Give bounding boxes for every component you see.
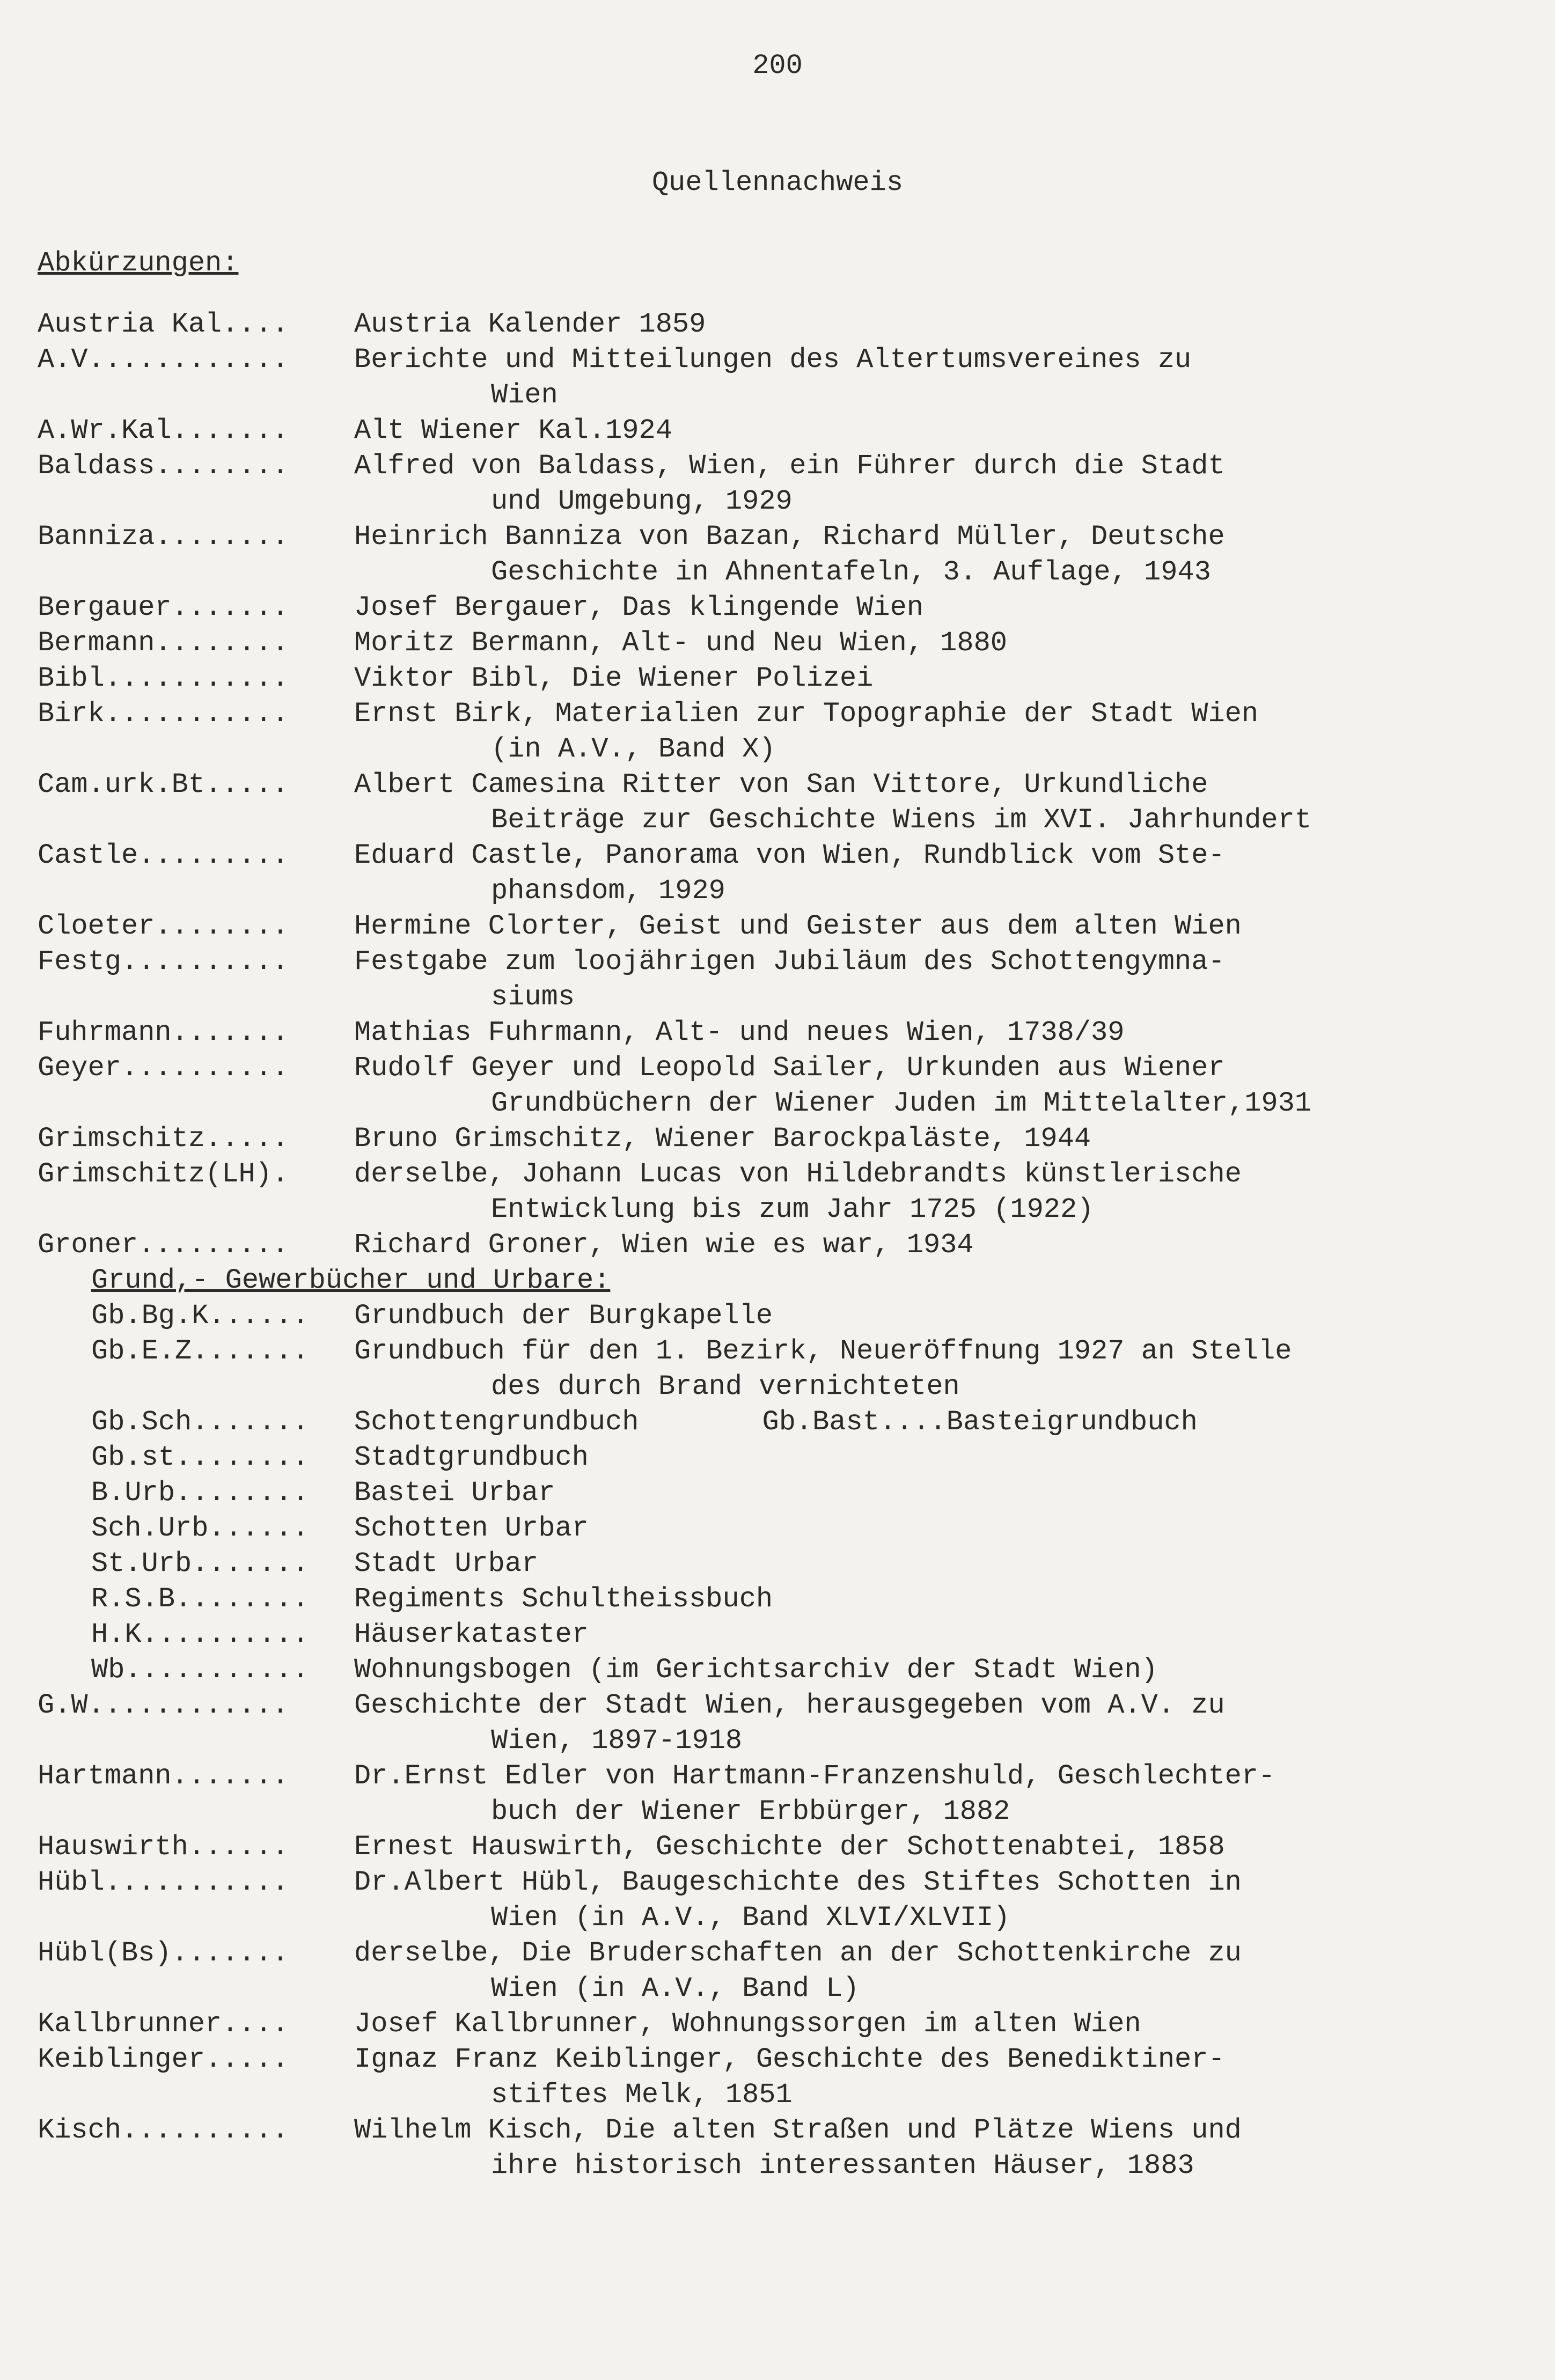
abbreviation-source [354,1334,1513,1405]
abbreviation-source [354,626,1513,661]
abbreviation-key: Castle......... [38,840,289,871]
abbreviation-entry [0,519,1555,590]
source-line: Austria Kalender 1859 [354,308,706,340]
abbreviation-key: Bermann........ [38,627,289,659]
abbreviation-source [354,1051,1513,1121]
abbreviation-source [354,1228,1513,1263]
abbreviation-key: Gb.st........ [91,1442,309,1473]
source-line: Eduard Castle, Panorama von Wien, Rundblick vom Ste- [354,840,1225,871]
abbreviation-entry [0,1759,1555,1830]
source-line: Stadt Urbar [354,1548,539,1580]
source-line: Geschichte der Stadt Wien, herausgegeben vom A.V. zu [354,1689,1225,1721]
abbreviation-source [354,1617,1513,1652]
abbreviation-entry [0,1157,1555,1228]
source-line: Wien (in A.V., Band XLVI/XLVII) [491,1902,1010,1934]
abbreviation-key: Bibl........... [38,663,289,694]
abbreviation-key: A.Wr.Kal....... [38,415,289,446]
abbreviation-source [354,1511,1513,1546]
abbreviation-entry [0,1015,1555,1051]
abbreviation-entry [0,838,1555,909]
abbreviation-source [354,944,1513,1015]
source-line: Josef Bergauer, Das klingende Wien [354,592,923,623]
abbreviation-key: Kisch.......... [38,2114,289,2146]
source-line: Heinrich Banniza von Bazan, Richard Müller, Deutsche [354,521,1225,553]
abbreviation-key: Fuhrmann....... [38,1017,289,1048]
abbreviation-key: Geyer.......... [38,1052,289,1084]
abbreviation-entry [0,1298,1555,1334]
abbreviation-entry [0,449,1555,519]
abbreviation-source [354,2007,1513,2042]
abbreviation-source [354,1157,1513,1228]
abbreviation-source [354,661,1513,696]
abbreviation-entry [0,1475,1555,1511]
abbreviation-source [354,2042,1513,2113]
source-line: Grundbuch für den 1. Bezirk, Neueröffnung 1927 an Stelle [354,1335,1292,1367]
source-line: Geschichte in Ahnentafeln, 3. Auflage, 1943 [491,556,1211,588]
abbreviation-key: Cam.urk.Bt..... [38,769,289,800]
abbreviation-source [354,342,1513,413]
abbreviation-source [354,449,1513,519]
abbreviation-source [354,1582,1513,1617]
abbreviation-source [354,1475,1513,1511]
abbreviation-source [354,1865,1513,1936]
abbreviation-entry [0,590,1555,626]
source-line: des durch Brand vernichteten [491,1371,960,1402]
source-line: Ernest Hauswirth, Geschichte der Schottenabtei, 1858 [354,1831,1225,1863]
source-line: Rudolf Geyer und Leopold Sailer, Urkunden aus Wiener [354,1052,1225,1084]
abbreviation-key: Birk........... [38,698,289,730]
source-line: (in A.V., Band X) [491,733,776,765]
source-line: Entwicklung bis zum Jahr 1725 (1922) [491,1194,1094,1225]
abbreviation-entry [0,1405,1555,1440]
abbreviation-entry [0,1228,1555,1263]
abbreviation-entry [0,1121,1555,1157]
source-line: phansdom, 1929 [491,875,725,907]
abbreviation-key: Gb.Sch....... [91,1406,309,1438]
abbreviation-key: Cloeter........ [38,910,289,942]
source-line: Grundbüchern der Wiener Juden im Mittelalter,1931 [491,1088,1312,1119]
source-line: Schottengrundbuch [354,1406,639,1438]
source-line: Festgabe zum loojährigen Jubiläum des Schottengymna- [354,946,1225,978]
source-line: siums [491,981,575,1013]
source-line: Alt Wiener Kal.1924 [354,415,672,446]
abbreviation-key: Grimschitz(LH). [38,1158,289,1190]
abbreviation-key: B.Urb........ [91,1477,309,1509]
abbreviation-entry [0,1440,1555,1475]
source-line: Berichte und Mitteilungen des Altertumsvereines zu [354,344,1192,376]
abbreviation-key: Hartmann....... [38,1760,289,1792]
source-line: und Umgebung, 1929 [491,486,793,517]
abbreviation-source [354,1121,1513,1157]
abbreviation-key: Keiblinger..... [38,2044,289,2075]
abbreviation-source [354,1546,1513,1582]
source-line: Josef Kallbrunner, Wohnungssorgen im alten Wien [354,2008,1141,2040]
source-line: Grundbuch der Burgkapelle [354,1300,773,1332]
abbreviation-entry [0,909,1555,944]
source-line: Wien [491,379,558,411]
abbreviation-source [354,1015,1513,1051]
abbreviation-entry [0,1688,1555,1759]
source-line: Hermine Clorter, Geist und Geister aus dem alten Wien [354,910,1242,942]
page-title: Quellennachweis [651,167,904,199]
abbreviation-source [354,413,1513,449]
source-line: Wien, 1897-1918 [491,1725,743,1757]
source-line: Schotten Urbar [354,1512,589,1544]
abbreviation-source [354,909,1513,944]
source-line: Ignaz Franz Keiblinger, Geschichte des Benediktiner- [354,2044,1225,2075]
abbreviation-key: Grimschitz..... [38,1123,289,1155]
abbreviation-entry [0,2007,1555,2042]
source-line: buch der Wiener Erbbürger, 1882 [491,1796,1010,1827]
source-line: Wilhelm Kisch, Die alten Straßen und Plätze Wiens und [354,2114,1242,2146]
abbreviation-key: Gb.E.Z....... [91,1335,309,1367]
abbreviation-source [354,519,1513,590]
abbreviation-entry [0,661,1555,696]
abbreviation-key: Banniza........ [38,521,289,553]
abbreviation-key: Sch.Urb...... [91,1512,309,1544]
source-line: Beiträge zur Geschichte Wiens im XVI. Jahrhundert [491,804,1312,836]
source-line: derselbe, Johann Lucas von Hildebrandts künstlerische [354,1158,1242,1190]
abbreviation-key: Hauswirth...... [38,1831,289,1863]
source-line: Albert Camesina Ritter von San Vittore, Urkundliche [354,769,1208,800]
abbreviation-entry [0,767,1555,838]
abbreviation-source [354,590,1513,626]
source-line: Regiments Schultheissbuch [354,1583,773,1615]
abbreviation-entry [0,1511,1555,1546]
abbreviation-source [354,1830,1513,1865]
abbreviation-source [354,696,1513,767]
abbreviation-source [354,1688,1513,1759]
abbreviation-entry [0,1936,1555,2007]
source-line: Mathias Fuhrmann, Alt- und neues Wien, 1738/39 [354,1017,1125,1048]
abbreviation-entry [0,2042,1555,2113]
section-heading: Grund,- Gewerbücher und Urbare: [91,1265,611,1296]
source-line: Wien (in A.V., Band L) [491,1973,860,2004]
source-line: Wohnungsbogen (im Gerichtsarchiv der Stadt Wien) [354,1654,1158,1686]
abbreviation-key: Baldass........ [38,450,289,482]
bastei-entry: Gb.Bast....Basteigrundbuch [762,1406,1198,1438]
source-line: derselbe, Die Bruderschaften an der Schottenkirche zu [354,1937,1242,1969]
abbreviation-key: R.S.B........ [91,1583,309,1615]
abbreviation-entry [0,1865,1555,1936]
abbreviation-entry [0,1051,1555,1121]
abbreviation-source [354,838,1513,909]
abbreviation-entry [0,1582,1555,1617]
abbreviation-source [354,1936,1513,2007]
abbreviation-entry [0,1652,1555,1688]
abbreviation-source [354,1759,1513,1830]
abbreviation-source [354,1440,1513,1475]
abbreviation-entry [0,1546,1555,1582]
abbreviation-key: Kallbrunner.... [38,2008,289,2040]
abbreviation-key: Bergauer....... [38,592,289,623]
abbreviation-entry [0,944,1555,1015]
abbreviation-entry [0,696,1555,767]
source-line: Alfred von Baldass, Wien, ein Führer durch die Stadt [354,450,1225,482]
abbreviation-key: Festg.......... [38,946,289,978]
abbreviation-key: H.K.......... [91,1619,309,1650]
source-line: Dr.Albert Hübl, Baugeschichte des Stiftes Schotten in [354,1867,1242,1898]
abbreviation-entry [0,1334,1555,1405]
source-line: Stadtgrundbuch [354,1442,589,1473]
source-line: Richard Groner, Wien wie es war, 1934 [354,1229,974,1261]
abbreviation-key: Hübl(Bs)....... [38,1937,289,1969]
abbreviation-key: Austria Kal.... [38,308,289,340]
page-number: 200 [752,50,803,82]
abbreviation-entry [0,1830,1555,1865]
abbreviation-key: St.Urb....... [91,1548,309,1580]
abbreviation-key: G.W............ [38,1689,289,1721]
abbreviation-source [354,767,1513,838]
source-line: Häuserkataster [354,1619,589,1650]
abbreviation-entry [0,307,1555,342]
abbreviation-key: Gb.Bg.K...... [91,1300,309,1332]
abbreviations-heading: Abkürzungen: [38,247,239,279]
abbreviation-entry [0,413,1555,449]
abbreviation-entry [0,342,1555,413]
abbreviation-source [354,307,1513,342]
abbreviation-source [354,1405,1513,1440]
source-line: Bruno Grimschitz, Wiener Barockpaläste, 1944 [354,1123,1091,1155]
abbreviation-key: Wb........... [91,1654,309,1686]
abbreviation-key: Groner......... [38,1229,289,1261]
abbreviation-entry [0,626,1555,661]
abbreviation-entry [0,2113,1555,2184]
source-line: Dr.Ernst Edler von Hartmann-Franzenshuld, Geschlechter- [354,1760,1275,1792]
source-line: stiftes Melk, 1851 [491,2079,793,2111]
source-line: Viktor Bibl, Die Wiener Polizei [354,663,874,694]
abbreviation-key: A.V............ [38,344,289,376]
abbreviation-source [354,1298,1513,1334]
abbreviation-source [354,2113,1513,2184]
abbreviation-key: Hübl........... [38,1867,289,1898]
source-line: Bastei Urbar [354,1477,555,1509]
abbreviation-list [0,307,1555,2184]
abbreviation-entry [0,1617,1555,1652]
abbreviation-source [354,1652,1513,1688]
source-line: ihre historisch interessanten Häuser, 1883 [491,2150,1194,2181]
source-line: Ernst Birk, Materialien zur Topographie der Stadt Wien [354,698,1259,730]
source-line: Moritz Bermann, Alt- und Neu Wien, 1880 [354,627,1007,659]
